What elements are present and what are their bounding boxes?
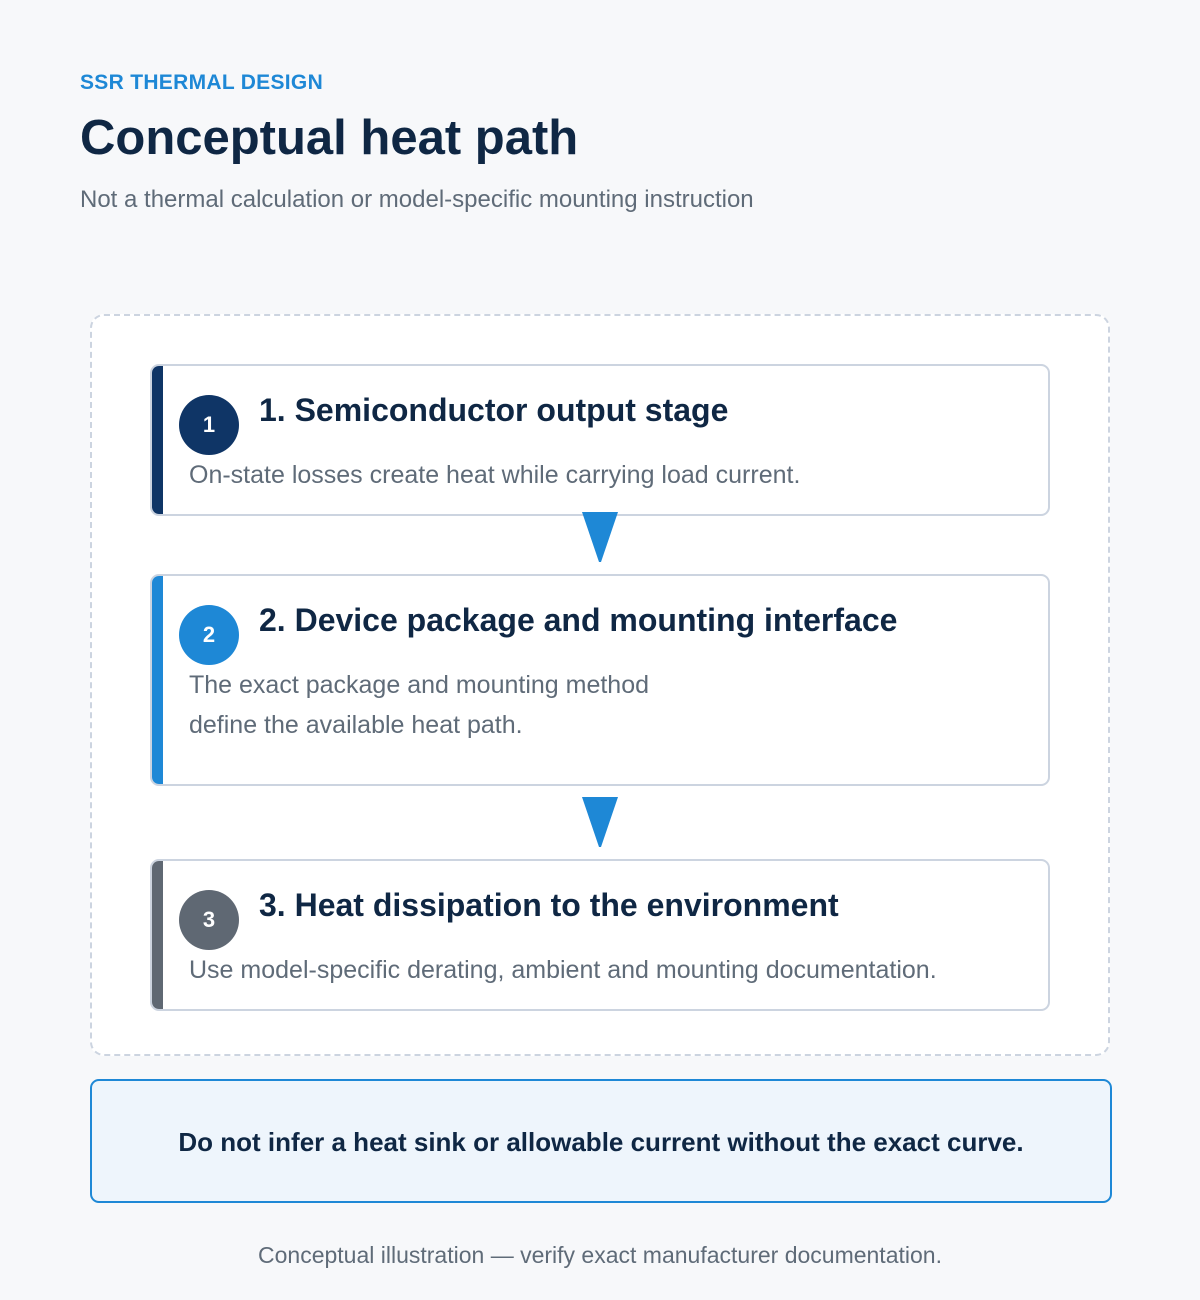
page-subtitle: Not a thermal calculation or model-specific mounting instruction (80, 186, 754, 213)
warning-note-text: Do not infer a heat sink or allowable current without the exact curve. (178, 1127, 1024, 1157)
warning-note (90, 1079, 1112, 1203)
step-card-package (150, 574, 1050, 786)
step-accent-bar (152, 576, 163, 784)
step-accent-bar (152, 861, 163, 1009)
step-card-semiconductor (150, 364, 1050, 516)
step-number-badge: 2 (179, 605, 239, 665)
step-description-line-1: The exact package and mounting method (189, 671, 650, 699)
footnote: Conceptual illustration — verify exact manufacturer documentation. (258, 1242, 942, 1268)
step-description-line-2: define the available heat path. (189, 711, 523, 739)
step-accent-bar (152, 366, 163, 514)
eyebrow-label: SSR THERMAL DESIGN (80, 71, 324, 94)
step-title: 1. Semiconductor output stage (259, 392, 729, 428)
flow-arrow-down-icon (582, 797, 618, 849)
page-title: Conceptual heat path (80, 111, 579, 165)
step-card-dissipation (150, 859, 1050, 1011)
step-description: Use model-specific derating, ambient and mounting documentation. (189, 956, 937, 984)
flow-arrow-down-icon (582, 512, 618, 564)
step-title: 2. Device package and mounting interface (259, 602, 898, 638)
step-number-badge: 3 (179, 890, 239, 950)
step-title: 3. Heat dissipation to the environment (259, 887, 839, 923)
step-description: On-state losses create heat while carrying load current. (189, 461, 801, 489)
step-number-badge: 1 (179, 395, 239, 455)
